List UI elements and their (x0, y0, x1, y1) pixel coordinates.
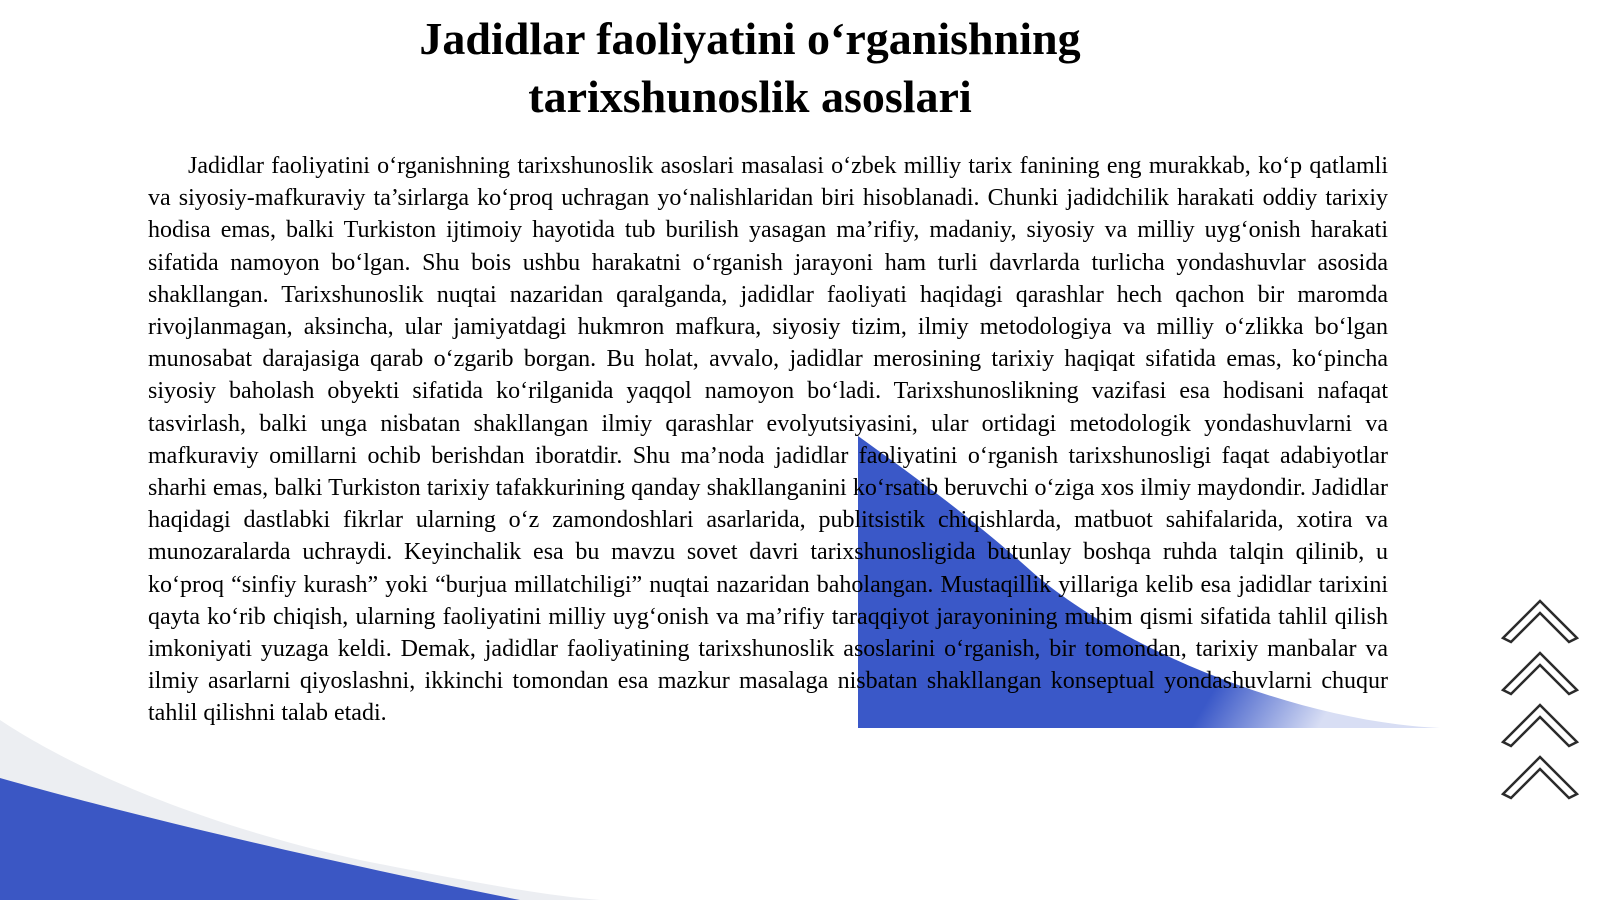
chevron-up-icon (1503, 601, 1577, 642)
chevron-up-icon (1503, 653, 1577, 694)
slide-title (250, 10, 1250, 126)
chevron-up-icon (1503, 705, 1577, 746)
chevron-up-icon (1503, 757, 1577, 798)
title-line-1: Jadidlar faoliyatini o‘rganishning (419, 13, 1081, 64)
chevron-stack (1500, 598, 1580, 808)
title-line-2: tarixshunoslik asoslari (528, 71, 972, 122)
body-paragraph: Jadidlar faoliyatini o‘rganishning tarixshunoslik asoslari masalasi o‘zbek milliy tarix fanining eng murakkab, ko‘p qatlamli va siyosiy-mafkuraviy ta’sirlarga ko‘proq uchragan yo‘nalishlaridan biri hisoblanadi. Chunki jadidchilik harakati oddiy tarixiy hodisa emas, balki Turkiston ijtimoiy hayotida tub burilish yasagan ma’rifiy, madaniy, siyosiy va milliy uyg‘onish harakati sifatida namoyon bo‘lgan. Shu bois ushbu harakatni o‘rganish jarayoni ham turli davrlarda turlicha yondashuvlar asosida shakllangan. Tarixshunoslik nuqtai nazaridan qaralganda, jadidlar faoliyati haqidagi qarashlar hech qachon bir maromda rivojlanmagan, aksincha, ular jamiyatdagi hukmron mafkura, siyosiy tizim, ilmiy metodologiya va milliy o‘zlikka bo‘lgan munosabat darajasiga qarab o‘zgarib borgan. Bu holat, avvalo, jadidlar merosining tarixiy haqiqat sifatida emas, ko‘pincha siyosiy baholash obyekti sifatida ko‘rilganida yaqqol namoyon bo‘ladi. Tarixshunoslikning vazifasi esa hodisani nafaqat tasvirlash, balki unga nisbatan shakllangan ilmiy qarashlar evolyutsiyasini, ular ortidagi metodologik yondashuvlarni va mafkuraviy omillarni ochib berishdan iboratdir. Shu ma’noda jadidlar faoliyatini o‘rganish tarixshunosligi faqat adabiyotlar sharhi emas, balki Turkiston tarixiy tafakkurining qanday shakllanganini ko‘rsatib beruvchi o‘ziga xos ilmiy maydondir. Jadidlar haqidagi dastlabki fikrlar ularning o‘z zamondoshlari asarlarida, publitsistik chiqishlarda, matbuot sahifalarida, xotira va munozaralarda uchraydi. Keyinchalik esa bu mavzu sovet davri tarixshunosligida butunlay boshqa ruhda talqin qilinib, u ko‘proq “sinfiy kurash” yoki “burjua millatchiligi” nuqtai nazaridan baholangan. Mustaqillik yillariga kelib esa jadidlar tarixini qayta ko‘rib chiqish, ularning faoliyatini milliy uyg‘onish va ma’rifiy taraqqiyot jarayonining muhim qismi sifatida tahlil qilish imkoniyati yuzaga keldi. Demak, jadidlar faoliyatining tarixshunoslik asoslarini o‘rganish, bir tomondan, tarixiy manbalar va ilmiy asarlarni qiyoslashni, ikkinchi tomondan esa mazkur masalaga nisbatan shakllangan konseptual yondashuvlarni chuqur tahlil qilishni talab etadi. (148, 153, 1388, 727)
